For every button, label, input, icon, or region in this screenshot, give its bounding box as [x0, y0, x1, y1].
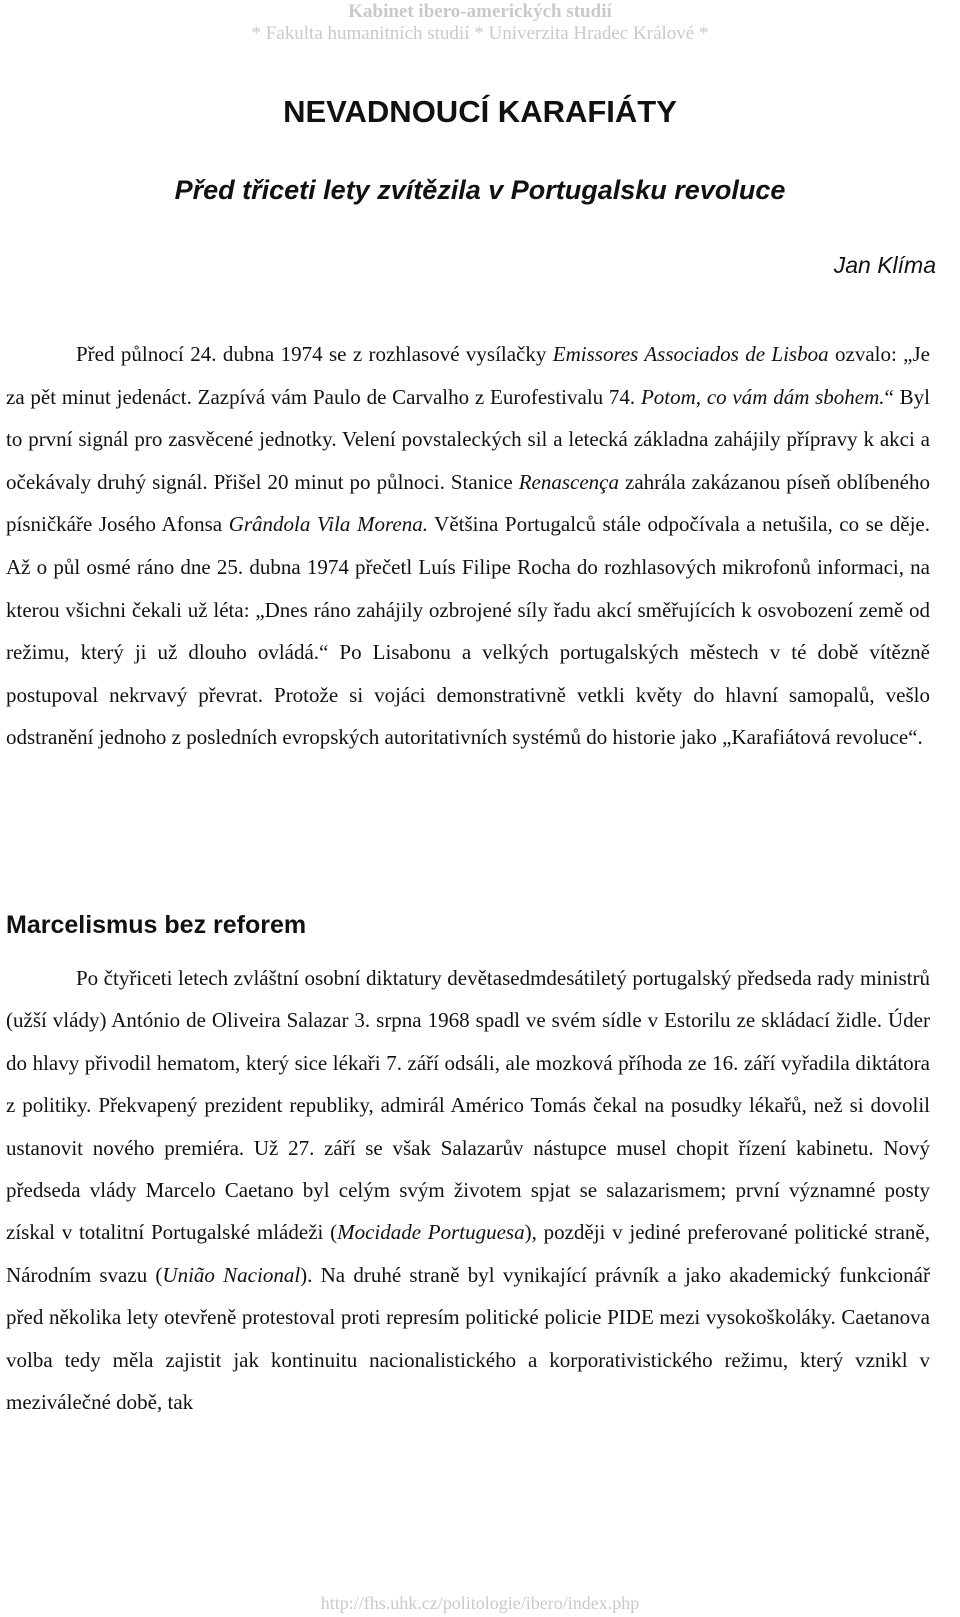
paragraph-italic-text: Emissores Associados de Lisboa — [552, 342, 829, 366]
paragraph-text: ). Na druhé straně byl vynikající právník a jako akademický funkcionář před několika lety otevřeně protestoval proti represím politické policie PIDE mezi vysokoškoláky. Caetanova volba tedy měla zajistit jak kontinuitu nacionalistického a korporativistického režimu, který vznikl v meziválečné době, tak — [6, 1262, 930, 1415]
paragraph-italic-text: Renascença — [518, 469, 619, 494]
article-title: NEVADNOUCÍ KARAFIÁTY — [283, 94, 677, 129]
paragraph-text: “ Byl to první signál pro zasvěcené jednotky. Velení povstaleckých sil a letecká základna zahájily přípravy k akci a očekávaly druhý signál. Přišel 20 minut po půlnoci. Stanice — [6, 384, 930, 494]
paragraph-text: zahrála zakázanou píseň oblíbeného písničkáře Josého Afonsa — [6, 469, 930, 537]
section-heading: Marcelismus bez reforem — [6, 911, 307, 939]
header-faculty: * Fakulta humanitních studií * Univerzita Hradec Králové * — [251, 23, 709, 44]
paragraph-italic-text: União Nacional — [162, 1262, 301, 1287]
paragraph-italic-text: Grândola Vila Morena. — [228, 512, 428, 537]
header-institution: Kabinet ibero-amerických studií — [348, 1, 612, 22]
footer-url: http://fhs.uhk.cz/politologie/ibero/index.php — [320, 1593, 640, 1613]
article-author: Jan Klíma — [833, 252, 936, 278]
paragraph-text: ), později v jediné preferované politické straně, Národním svazu ( — [6, 1220, 930, 1287]
article-subtitle: Před třiceti lety zvítězila v Portugalsku revoluce — [174, 175, 786, 205]
paragraph-text: Před půlnocí 24. dubna 1974 se z rozhlasové vysílačky — [76, 342, 553, 366]
paragraph-italic-text: Potom, co vám dám sbohem. — [640, 384, 885, 409]
paragraph-marcelismus — [6, 957, 930, 1423]
paragraph-text: ozvalo: „Je za pět minut jedenáct. Zazpívá vám Paulo de Carvalho z Eurofestivalu 74. — [6, 342, 930, 409]
paragraph-intro — [6, 333, 930, 759]
paragraph-italic-text: Mocidade Portuguesa — [337, 1220, 525, 1245]
paragraph-text: Většina Portugalců stále odpočívala a netušila, co se děje. Až o půl osmé ráno dne 25. dubna 1974 přečetl Luís Filipe Rocha do rozhlasových mikrofonů informaci, na kterou všichni čekali už léta: „Dnes ráno zahájily ozbrojené síly řadu akcí směřujících k osvobození země od režimu, který ji už dlouho ovládá.“ Po Lisabonu a velkých portugalských městech v té době vítězně postupoval nekrvavý převrat. Protože si vojáci demonstrativně vetkli květy do hlavní samopalů, vešlo odstranění jednoho z posledních evropských autoritativních systémů do historie jako „Karafiátová revoluce“. — [6, 512, 930, 750]
paragraph-text: Po čtyřiceti letech zvláštní osobní diktatury devětasedmdesátiletý portugalský předseda rady ministrů (užší vlády) António de Oliveira Salazar 3. srpna 1968 spadl ve svém sídle v Estorilu ze skládací židle. Úder do hlavy přivodil hematom, který sice lékaři 7. září odsáli, ale mozková příhoda ze 16. září vyřadila diktátora z politiky. Překvapený prezident republiky, admirál Américo Tomás čekal na posudky lékařů, než si dovolil ustanovit nového premiéra. Už 27. září se však Salazarův nástupce musel chopit řízení kabinetu. Nový předseda vlády Marcelo Caetano byl celým svým životem spjat se salazarismem; první významné posty získal v totalitní Portugalské mládeži ( — [6, 966, 930, 1245]
